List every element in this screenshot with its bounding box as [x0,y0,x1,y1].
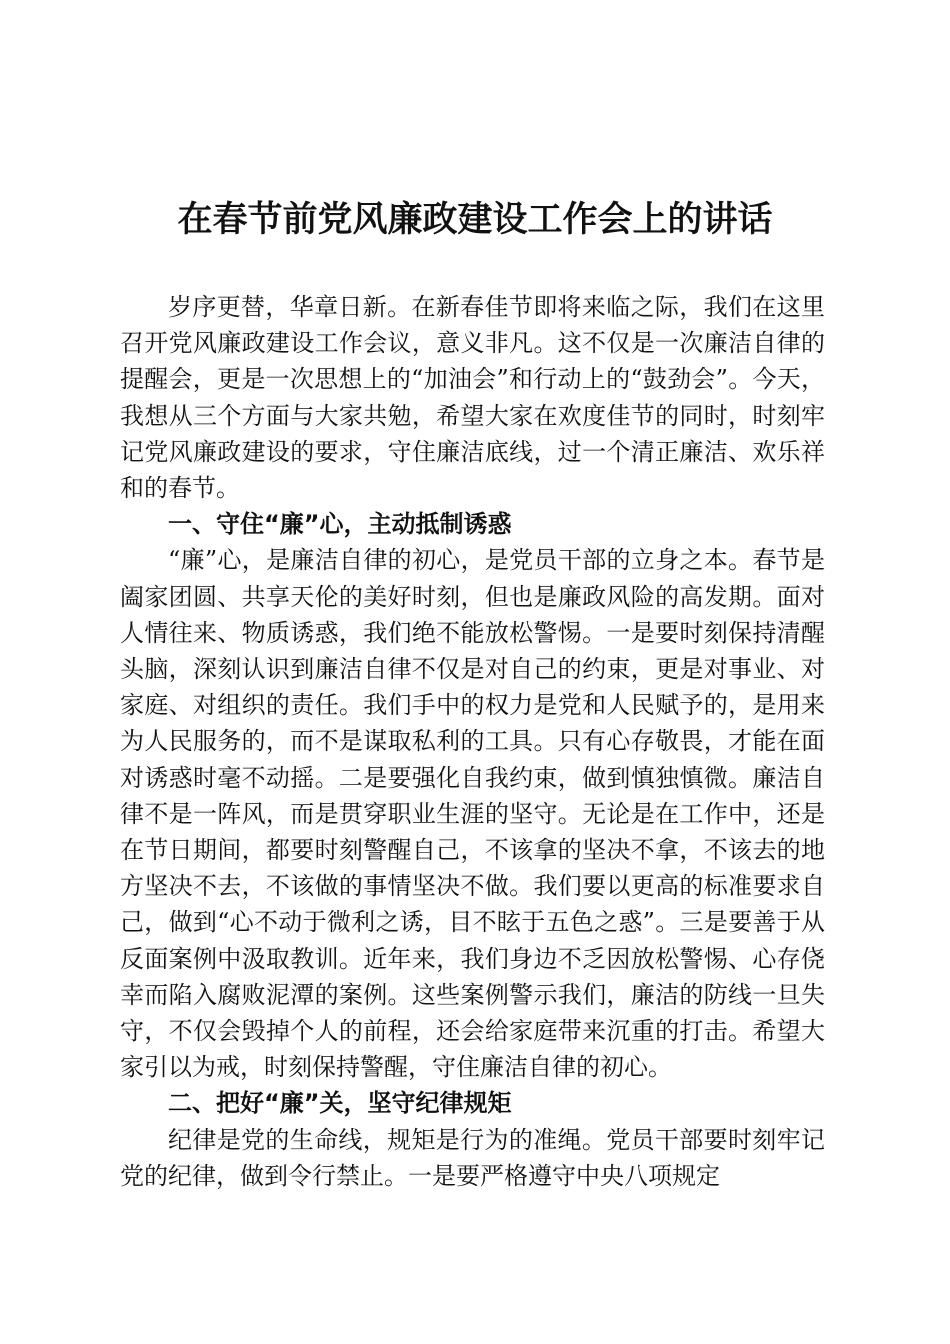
section-paragraph-1: “廉”心，是廉洁自律的初心，是党员干部的立身之本。春节是阖家团圆、共享天伦的美好时刻，但也是廉政风险的高发期。面对人情往来、物质诱惑，我们绝不能放松警惕。一是要时刻保持清醒头脑，深刻认识到廉洁自律不仅是对自己的约束，更是对事业、对家庭、对组织的责任。我们手中的权力是党和人民赋予的，是用来为人民服务的，而不是谋取私利的工具。只有心存敬畏，才能在面对诱惑时毫不动摇。二是要强化自我约束，做到慎独慎微。廉洁自律不是一阵风，而是贯穿职业生涯的坚守。无论是在工作中，还是在节日期间，都要时刻警醒自己，不该拿的坚决不拿，不该去的地方坚决不去，不该做的事情坚决不做。我们要以更高的标准要求自己，做到“心不动于微利之诱，目不眩于五色之惑”。三是要善于从反面案例中汲取教训。近年来，我们身边不乏因放松警惕、心存侥幸而陷入腐败泥潭的案例。这些案例警示我们，廉洁的防线一旦失守，不仅会毁掉个人的前程，还会给家庭带来沉重的打击。希望大家引以为戒，时刻保持警醒，守住廉洁自律的初心。 [120,546,825,1082]
intro-paragraph: 岁序更替，华章日新。在新春佳节即将来临之际，我们在这里召开党风廉政建设工作会议，意义非凡。这不仅是一次廉洁自律的提醒会，更是一次思想上的“加油会”和行动上的“鼓劲会”。今天，我想从三个方面与大家共勉，希望大家在欢度佳节的同时，时刻牢记党风廉政建设的要求，守住廉洁底线，过一个清正廉洁、欢乐祥和的春节。 [120,293,825,503]
document-title: 在春节前党风廉政建设工作会上的讲话 [177,199,773,240]
section-paragraph-2: 纪律是党的生命线，规矩是行为的准绳。党员干部要时刻牢记党的纪律，做到令行禁止。一是要严格遵守中央八项规定 [120,1125,825,1190]
section-heading-2: 二、把好“廉”关，坚守纪律规矩 [168,1089,512,1118]
document-body [120,289,825,1194]
section-heading-1: 一、守住“廉”心，主动抵制诱惑 [168,510,512,539]
